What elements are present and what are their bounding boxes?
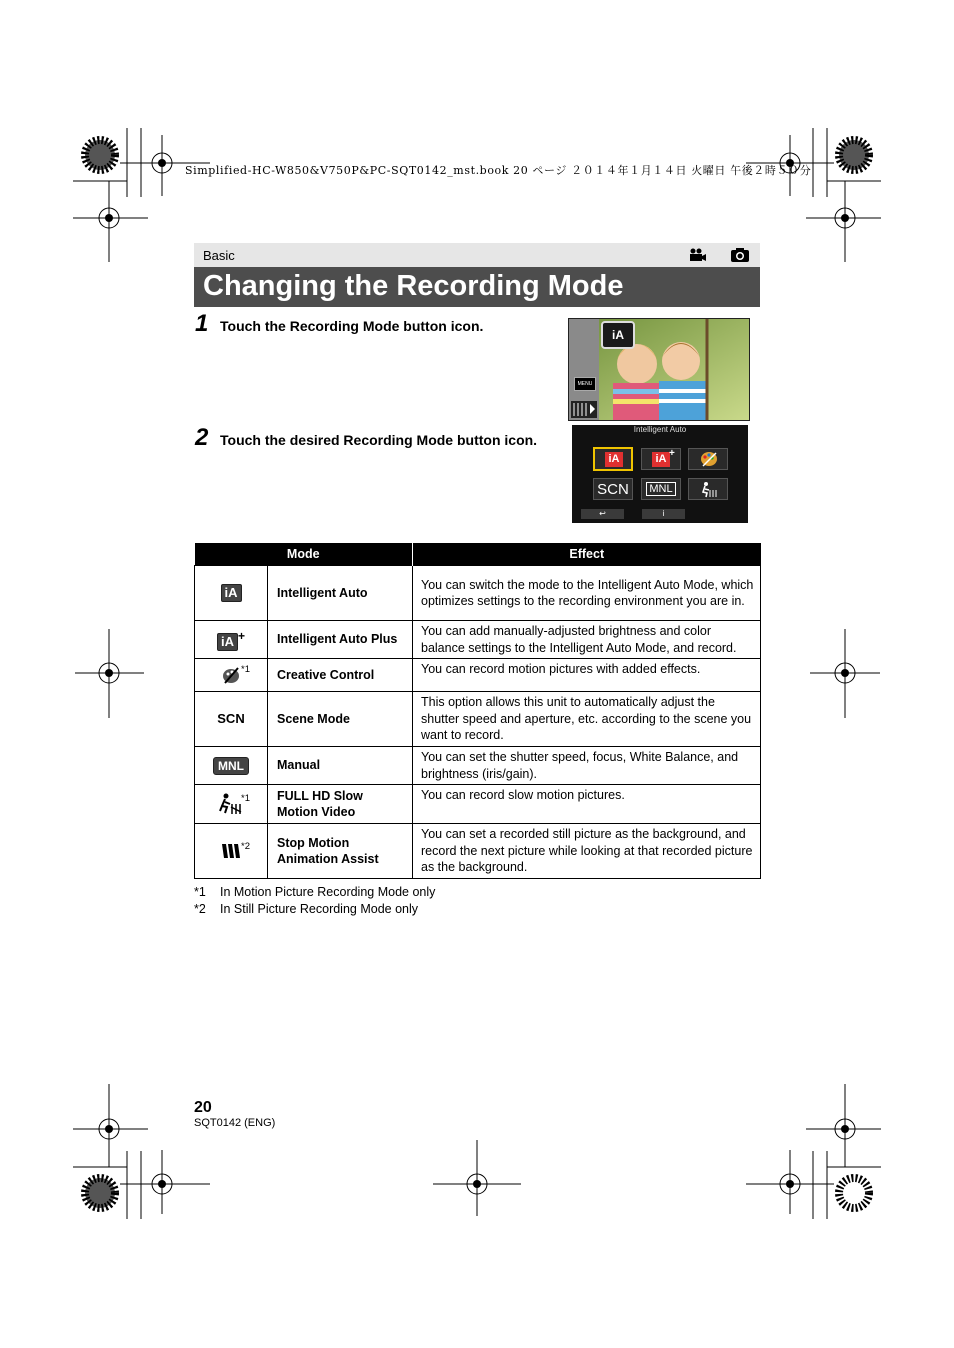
footnote-1 bbox=[194, 885, 435, 899]
screen1-ia-label: iA bbox=[612, 328, 624, 342]
footnote-1-mark: *1 bbox=[194, 885, 206, 899]
footnote-mark: *2 bbox=[241, 841, 250, 852]
mode-name: Intelligent Auto Plus bbox=[268, 621, 413, 659]
screen2-ia-button[interactable] bbox=[593, 447, 633, 471]
scn-icon: SCN bbox=[217, 710, 245, 726]
ia-icon: iA bbox=[605, 452, 623, 467]
table-row bbox=[195, 692, 761, 747]
mode-effect: You can set the shutter speed, focus, White Balance, and brightness (iris/gain). bbox=[413, 747, 761, 785]
camera-screen-photo bbox=[568, 318, 750, 421]
scn-icon: SCN bbox=[597, 481, 629, 498]
footnote-1-text: In Motion Picture Recording Mode only bbox=[220, 885, 436, 899]
table-row bbox=[195, 659, 761, 692]
screen1-menu-label: MENU bbox=[577, 381, 593, 387]
mode-selection-screen bbox=[572, 425, 748, 523]
footnote-2-mark: *2 bbox=[194, 902, 206, 916]
header-mode: Mode bbox=[195, 543, 413, 566]
screen2-scn-button[interactable] bbox=[593, 478, 633, 500]
screen1-ia-button[interactable] bbox=[601, 321, 635, 349]
step-2-number: 2 bbox=[195, 424, 209, 451]
page-title-bar bbox=[194, 267, 760, 307]
screen2-ia-plus-button[interactable] bbox=[641, 448, 681, 470]
page-title: Changing the Recording Mode bbox=[203, 270, 624, 302]
footnote-mark: *1 bbox=[241, 664, 250, 675]
mode-effect: You can set a recorded still picture as the background, and record the next picture while looking at that recorded picture as the background. bbox=[413, 824, 761, 879]
mode-effect: This option allows this unit to automatically adjust the shutter speed and aperture, etc. according to the scene you want to record. bbox=[413, 692, 761, 747]
step-2-text: Touch the desired Recording Mode button icon. bbox=[220, 432, 538, 448]
ia-icon: iA bbox=[221, 584, 242, 602]
mode-name: Creative Control bbox=[268, 659, 413, 692]
slow-motion-icon bbox=[219, 793, 243, 815]
mode-effect: You can switch the mode to the Intelligent Auto Mode, which optimizes settings to the recording environment you are in. bbox=[413, 566, 761, 621]
children-photo bbox=[569, 319, 749, 420]
ia-plus-icon: iA bbox=[217, 633, 238, 651]
step-1-text: Touch the Recording Mode button icon. bbox=[220, 318, 484, 334]
mode-effect: You can add manually-adjusted brightness and color balance settings to the Intelligent Auto Mode, and record. bbox=[413, 621, 761, 659]
table-row bbox=[195, 824, 761, 879]
palette-icon bbox=[700, 451, 718, 467]
section-label: Basic bbox=[203, 248, 235, 263]
mode-table bbox=[194, 543, 761, 879]
screen2-back-button[interactable]: ↩ bbox=[581, 509, 624, 519]
step-1-number: 1 bbox=[195, 310, 209, 337]
footnote-2-text: In Still Picture Recording Mode only bbox=[220, 902, 419, 916]
screen2-mnl-button[interactable] bbox=[641, 478, 681, 500]
mnl-icon: MNL bbox=[213, 757, 249, 775]
mode-effect: You can record motion pictures with added effects. bbox=[413, 659, 761, 692]
mode-name: Manual bbox=[268, 747, 413, 785]
mnl-icon: MNL bbox=[646, 482, 675, 496]
footnote-mark: *1 bbox=[241, 793, 250, 804]
table-header-row bbox=[195, 543, 761, 566]
mode-name: Stop Motion Animation Assist bbox=[268, 824, 413, 879]
table-row bbox=[195, 785, 761, 824]
header-effect: Effect bbox=[413, 543, 761, 566]
table-row bbox=[195, 747, 761, 785]
table-row bbox=[195, 621, 761, 659]
screen2-title: Intelligent Auto bbox=[633, 425, 687, 434]
table-row bbox=[195, 566, 761, 621]
section-bar bbox=[194, 243, 760, 267]
movie-camera-icon bbox=[689, 248, 707, 262]
plus-glyph: + bbox=[669, 448, 675, 459]
footnote-2 bbox=[194, 902, 418, 916]
page-number: 20 bbox=[194, 1099, 212, 1116]
mode-name: Scene Mode bbox=[268, 692, 413, 747]
creative-control-icon bbox=[222, 666, 240, 684]
screen2-slow-motion-button[interactable] bbox=[688, 478, 728, 500]
screen2-info-button[interactable]: i bbox=[642, 509, 685, 519]
still-camera-icon bbox=[730, 247, 750, 263]
mode-effect: You can record slow motion pictures. bbox=[413, 785, 761, 824]
screen1-menu-button[interactable] bbox=[574, 377, 596, 391]
mode-name: Intelligent Auto bbox=[268, 566, 413, 621]
screen2-creative-control-button[interactable] bbox=[688, 448, 728, 470]
book-filename-line: Simplified-HC-W850&V750P&PC-SQT0142_mst.book 20 ページ ２０１４年１月１４日 火曜日 午後２時５０分 bbox=[185, 164, 812, 177]
document-code: SQT0142 (ENG) bbox=[194, 1117, 276, 1129]
stop-motion-icon bbox=[221, 841, 241, 861]
ia-plus-icon: iA bbox=[652, 452, 670, 467]
slow-motion-icon bbox=[700, 481, 718, 498]
plus-glyph: + bbox=[237, 629, 245, 643]
mode-name: FULL HD Slow Motion Video bbox=[268, 785, 413, 824]
